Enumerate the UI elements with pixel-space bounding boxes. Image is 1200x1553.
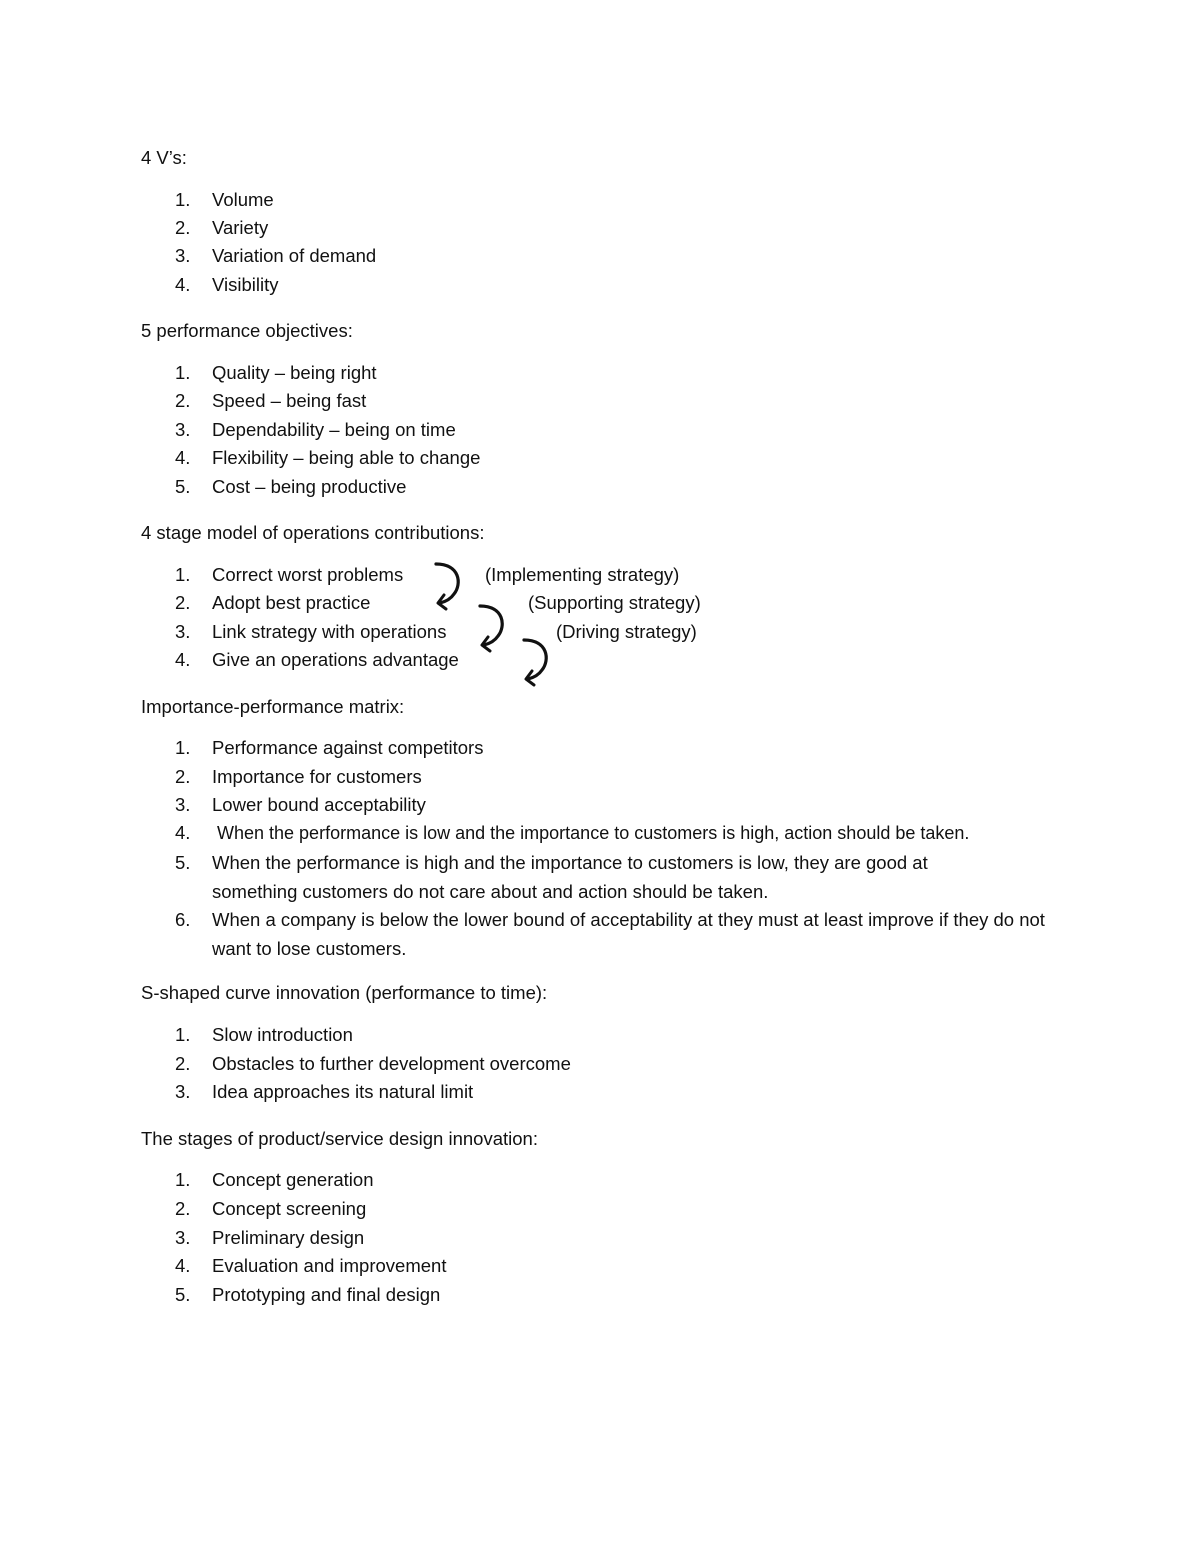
list-number: 2. (175, 1053, 191, 1074)
list-text: Correct worst problems (212, 564, 404, 585)
list-text: Link strategy with operations (212, 621, 447, 642)
heading-four-vs: 4 V’s: (141, 147, 187, 168)
list-text: Volume (212, 189, 274, 210)
list-number: 1. (175, 362, 191, 383)
list-text: Variation of demand (212, 245, 377, 266)
list-text: Adopt best practice (212, 592, 371, 613)
strategy-note-supporting: (Supporting strategy) (528, 592, 701, 613)
list-text: Lower bound acceptability (212, 794, 426, 815)
list-number: 5. (175, 1284, 191, 1305)
list-number: 3. (175, 794, 191, 815)
heading-performance-objectives: 5 performance objectives: (141, 320, 353, 341)
list-text: Importance for customers (212, 766, 422, 787)
list-text: Visibility (212, 274, 279, 295)
list-number: 3. (175, 245, 191, 266)
list-number: 1. (175, 1169, 191, 1190)
list-number: 1. (175, 564, 191, 585)
curved-arrow-icon (432, 560, 468, 612)
list-text: Dependability – being on time (212, 419, 456, 440)
heading-four-stage-model: 4 stage model of operations contributions: (141, 522, 485, 543)
list-text: Quality – being right (212, 362, 377, 383)
list-text: Slow introduction (212, 1024, 353, 1045)
list-text: Flexibility – being able to change (212, 447, 481, 468)
list-text: Preliminary design (212, 1227, 365, 1248)
list-number: 3. (175, 419, 191, 440)
list-number: 2. (175, 217, 191, 238)
list-number: 4. (175, 1255, 191, 1276)
list-number: 2. (175, 766, 191, 787)
list-text: Performance against competitors (212, 737, 484, 758)
list-number: 4. (175, 649, 191, 670)
list-text: Obstacles to further development overcome (212, 1053, 571, 1074)
list-number: 5. (175, 852, 191, 873)
curved-arrow-icon (476, 602, 512, 654)
curved-arrow-icon (520, 636, 556, 688)
list-number: 3. (175, 1227, 191, 1248)
list-number: 6. (175, 909, 191, 930)
list-number: 1. (175, 1024, 191, 1045)
heading-design-stages: The stages of product/service design innovation: (141, 1128, 538, 1149)
list-number: 4. (175, 447, 191, 468)
strategy-note-implementing: (Implementing strategy) (485, 564, 680, 585)
list-text: Variety (212, 217, 269, 238)
heading-importance-performance: Importance-performance matrix: (141, 696, 405, 717)
list-text: When a company is below the lower bound of acceptability at they must at least improve if they do not want to lose customers. (212, 909, 1045, 959)
list-text: Give an operations advantage (212, 649, 459, 670)
list-text: Cost – being productive (212, 476, 407, 497)
list-text: Evaluation and improvement (212, 1255, 447, 1276)
heading-s-curve: S-shaped curve innovation (performance to time): (141, 982, 548, 1003)
list-number: 4. (175, 822, 191, 843)
list-number: 5. (175, 476, 191, 497)
list-text: Concept generation (212, 1169, 374, 1190)
strategy-note-driving: (Driving strategy) (556, 621, 697, 642)
list-text: Idea approaches its natural limit (212, 1081, 474, 1102)
list-text: Prototyping and final design (212, 1284, 441, 1305)
list-number: 2. (175, 390, 191, 411)
list-text: When the performance is high and the importance to customers is low, they are good at something customers do not care about and action should be taken. (212, 852, 928, 902)
list-number: 2. (175, 592, 191, 613)
list-number: 4. (175, 274, 191, 295)
list-number: 3. (175, 621, 191, 642)
list-number: 3. (175, 1081, 191, 1102)
list-text: Concept screening (212, 1198, 367, 1219)
list-number: 1. (175, 737, 191, 758)
list-text: When the performance is low and the importance to customers is high, action should be taken. (212, 823, 970, 843)
list-number: 2. (175, 1198, 191, 1219)
list-text: Speed – being fast (212, 390, 367, 411)
list-number: 1. (175, 189, 191, 210)
